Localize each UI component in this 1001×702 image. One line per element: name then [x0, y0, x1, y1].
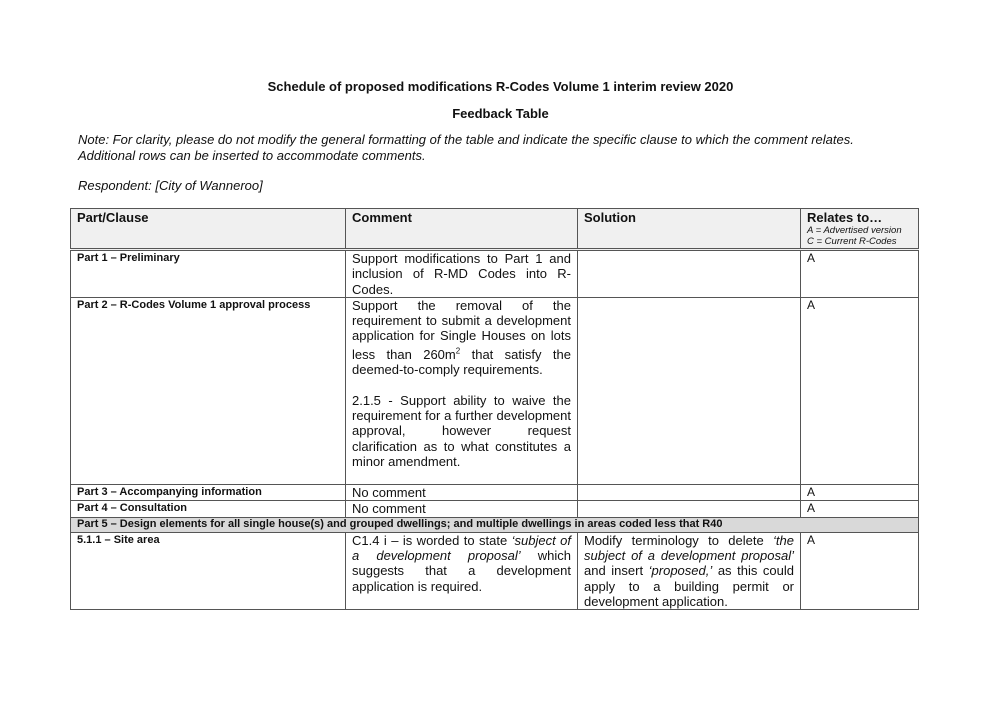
row-part-clause: Part 4 – Consultation — [71, 501, 346, 517]
document-subtitle: Feedback Table — [452, 106, 549, 121]
comment-paragraph-2: 2.1.5 - Support ability to waive the requirement for a further development approval, however request clarification as to what constitutes a minor amendment. — [352, 392, 571, 469]
row-solution — [578, 532, 801, 609]
table-row — [71, 532, 919, 609]
row-relates-to: A — [801, 501, 919, 517]
header-part-clause: Part/Clause — [71, 209, 346, 250]
header-solution: Solution — [578, 209, 801, 250]
table-header-row — [71, 209, 919, 250]
row-part-clause: 5.1.1 – Site area — [71, 532, 346, 609]
row-comment: No comment — [346, 485, 578, 501]
solution-text: as this could apply to a building permit or development application. — [584, 563, 795, 609]
section-header-row — [71, 517, 919, 532]
row-comment: No comment — [346, 501, 578, 517]
header-comment: Comment — [346, 209, 578, 250]
table-row — [71, 501, 919, 517]
row-comment — [346, 532, 578, 609]
solution-text: and insert — [584, 563, 649, 579]
row-part-clause: Part 3 – Accompanying information — [71, 485, 346, 501]
formatting-note — [78, 132, 938, 164]
section-title: Part 5 – Design elements for all single house(s) and grouped dwellings; and multiple dwellings in areas coded less that R40 — [71, 517, 919, 532]
comment-quote: ‘subject of a development proposal’ — [352, 532, 571, 564]
comment-text: that satisfy the deemed-to-comply requirements. — [352, 347, 571, 378]
comment-text: C1.4 i – is worded to state — [352, 532, 512, 548]
table-row — [71, 297, 919, 484]
row-solution — [578, 250, 801, 298]
respondent-line: Respondent: [City of Wanneroo] — [78, 178, 263, 193]
note-line-2: Additional rows can be inserted to accommodate comments. — [78, 148, 426, 163]
solution-text: Modify terminology to delete — [584, 532, 774, 548]
comment-text: which suggests that a development application is required. — [352, 548, 571, 594]
row-solution — [578, 485, 801, 501]
header-relates-to — [801, 209, 919, 250]
superscript: 2 — [455, 346, 461, 356]
feedback-table — [70, 208, 919, 610]
note-line-1: Note: For clarity, please do not modify the general formatting of the table and indicate the specific clause to which the comment relates. — [78, 132, 854, 147]
document-title: Schedule of proposed modifications R-Codes Volume 1 interim review 2020 — [267, 79, 734, 94]
row-relates-to: A — [801, 250, 919, 298]
row-comment: Support modifications to Part 1 and inclusion of R-MD Codes into R-Codes. — [346, 250, 578, 298]
row-part-clause: Part 2 – R-Codes Volume 1 approval process — [71, 297, 346, 484]
solution-quote: ‘proposed,’ — [648, 563, 713, 579]
row-relates-to: A — [801, 297, 919, 484]
row-relates-to: A — [801, 532, 919, 609]
row-solution — [578, 501, 801, 517]
row-solution — [578, 297, 801, 484]
table-row — [71, 250, 919, 298]
header-relates-legend-c: C = Current R-Codes — [807, 236, 897, 247]
table-row — [71, 485, 919, 501]
solution-quote: ‘the subject of a development proposal’ — [584, 532, 794, 564]
header-relates-label: Relates to… — [807, 210, 883, 225]
comment-text: Support the removal of the requirement to submit a development application for Single Houses on lots less than 260m — [352, 297, 571, 363]
header-relates-legend-a: A = Advertised version — [807, 225, 902, 236]
row-part-clause: Part 1 – Preliminary — [71, 250, 346, 298]
comment-paragraph-1 — [352, 298, 571, 378]
row-relates-to: A — [801, 485, 919, 501]
row-comment — [346, 297, 578, 484]
